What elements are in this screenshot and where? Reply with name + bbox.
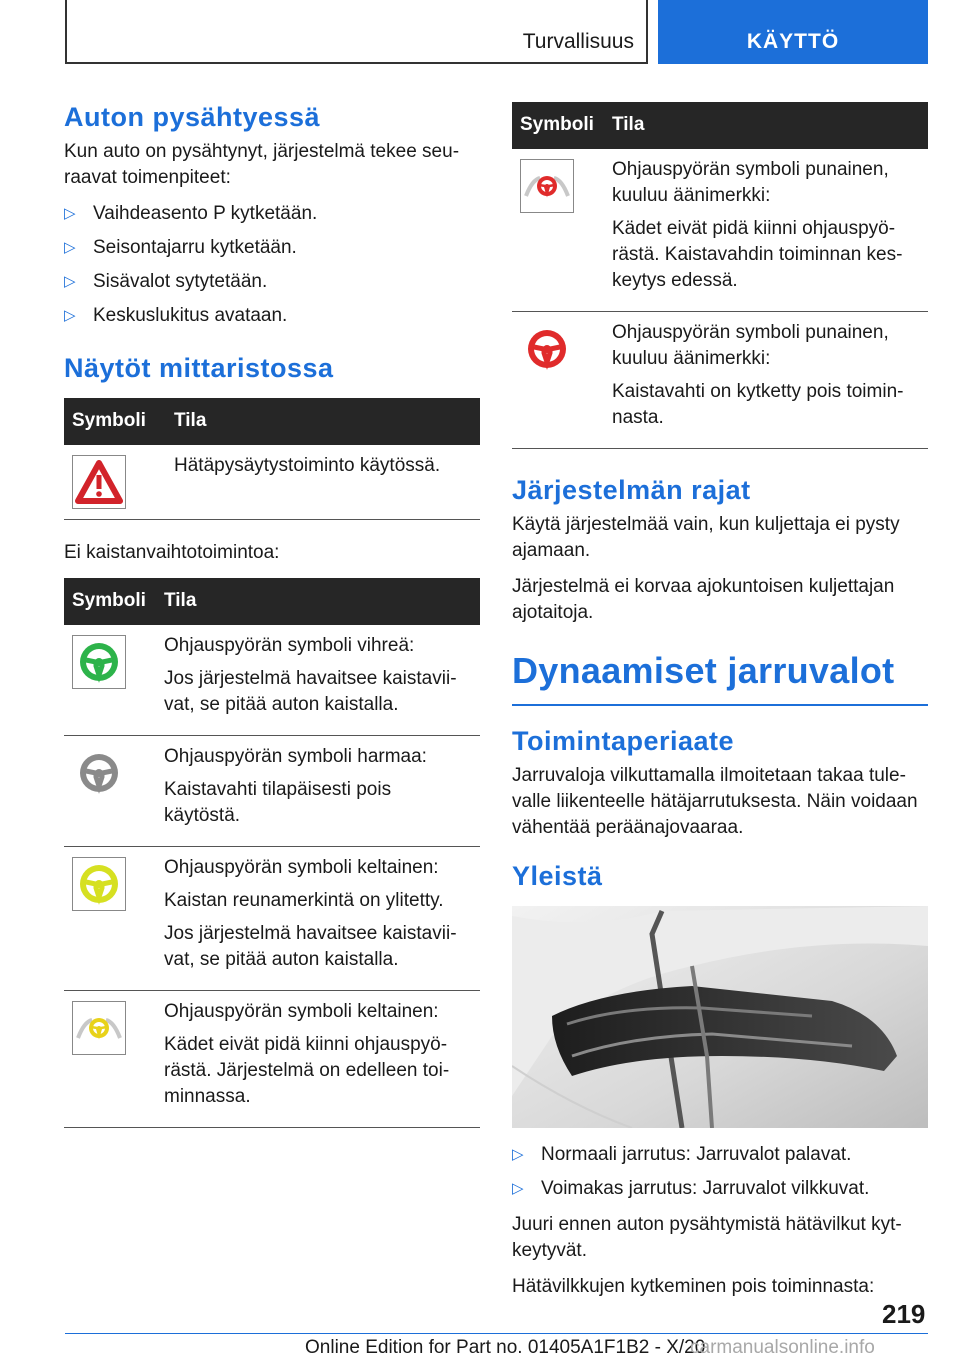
list-item: ▷ Voimakas jarrutus: Jarruvalot vilkkuvat. (512, 1176, 928, 1202)
list-item: ▷ Keskuslukitus avataan. (64, 303, 480, 329)
list-item: ▷ Sisävalot sytytetään. (64, 269, 480, 295)
table-row (64, 736, 480, 847)
emergency-symbol-table (64, 398, 480, 520)
triangle-bullet-icon: ▷ (512, 1146, 524, 1163)
warning-triangle-icon (72, 455, 126, 509)
table-cell-text: Kaistavahti on kytketty pois toiminnasta. (612, 381, 904, 428)
triangle-bullet-icon: ▷ (64, 205, 76, 222)
chapter-tab[interactable]: KÄYTTÖ (658, 0, 928, 64)
triangle-bullet-icon: ▷ (512, 1180, 524, 1197)
table-header-state: Tila (156, 578, 480, 625)
table-cell-text: Ohjauspyörän symboli harmaa: (164, 746, 427, 767)
limits-heading: Järjestelmän rajat (512, 475, 751, 505)
list-item: ▷ Normaali jarrutus: Jarruvalot palavat. (512, 1142, 928, 1168)
table-cell-text: Jos järjestelmä havaitsee kaistaviivat, se pitää auton kaistalla. (164, 668, 457, 715)
list-item: ▷ Seisontajarru kytketään. (64, 235, 480, 261)
table-cell-text: Kädet eivät pidä kiinni ohjauspyörästä. Järjestelmä on edelleen toiminnassa. (164, 1034, 450, 1107)
footer-rule (65, 1333, 928, 1334)
steering-wheel-yellow-hands-icon (72, 1001, 126, 1055)
table-cell-text: Ohjauspyörän symboli keltainen: (164, 857, 439, 878)
section-title: Turvallisuus (522, 30, 634, 53)
table-cell-text: Kaistavahti tilapäisesti pois käytöstä. (164, 779, 392, 826)
page-number: 219 (882, 1299, 926, 1329)
steering-wheel-green-icon (72, 635, 126, 689)
table-header-symbol: Symboli (512, 102, 604, 149)
table-cell-text: Hätäpysäytystoiminto käytössä. (174, 455, 441, 476)
steering-wheel-yellow-icon (72, 857, 126, 911)
general-list (512, 1142, 928, 1202)
watermark-text: carmanualsonline.info (690, 1337, 875, 1358)
table-row (64, 445, 480, 520)
table-cell-text: Ohjauspyörän symboli vihreä: (164, 635, 415, 656)
table-row (64, 991, 480, 1128)
table-header-symbol: Symboli (64, 578, 156, 625)
table-cell-text: Kaistan reunamerkintä on ylitetty. (164, 890, 444, 911)
table-row (512, 149, 928, 312)
table-cell-text: Kädet eivät pidä kiinni ohjauspyörästä. Kaistavahdin toiminnan keskeytys edessä. (612, 218, 903, 291)
table-header-symbol: Symboli (64, 398, 166, 445)
steering-wheel-red-icon (520, 322, 574, 376)
table-cell-text: Ohjauspyörän symboli punainen, kuuluu äänimerkki: (612, 159, 889, 206)
table-cell-text: Ohjauspyörän symboli punainen, kuuluu äänimerkki: (612, 322, 889, 369)
list-item: ▷ Vaihdeasento P kytketään. (64, 201, 480, 227)
limits-paragraph: Järjestelmä ei korvaa ajokuntoisen kuljettajan ajotaitoja. (512, 576, 895, 623)
displays-heading: Näytöt mittaristossa (64, 353, 334, 383)
right-column (512, 102, 928, 1310)
general-paragraph: Juuri ennen auton pysähtymistä hätävilkut kytkeytyvät. (512, 1214, 902, 1261)
heading-rule (512, 704, 928, 706)
table-row (64, 625, 480, 736)
edition-text: Online Edition for Part no. 01405A1F1B2 - X/20 (305, 1337, 706, 1358)
triangle-bullet-icon: ▷ (64, 307, 76, 324)
brake-light-photo (512, 906, 928, 1128)
general-paragraph: Hätävilkkujen kytkeminen pois toiminnasta: (512, 1276, 875, 1297)
steering-wheel-gray-icon (72, 746, 126, 800)
no-lane-change-text: Ei kaistanvaihtotoimintoa: (64, 542, 280, 563)
limits-paragraph: Käytä järjestelmää vain, kun kuljettaja ei pysty ajamaan. (512, 514, 900, 561)
lane-symbol-table (64, 578, 480, 1128)
left-column (64, 102, 480, 1140)
stop-heading: Auton pysähtyessä (64, 102, 321, 132)
triangle-bullet-icon: ▷ (64, 239, 76, 256)
general-heading: Yleistä (512, 861, 603, 891)
header-section-box (65, 0, 648, 64)
table-header-state: Tila (166, 398, 480, 445)
principle-text: Jarruvaloja vilkuttamalla ilmoitetaan takaa tulevalle liikenteelle hätäjarrutuksesta. Näin voidaan vähentää peräänajovaaraa. (512, 765, 918, 838)
stop-intro: Kun auto on pysähtynyt, järjestelmä tekee seuraavat toimenpiteet: (64, 141, 460, 188)
table-row (512, 312, 928, 449)
table-row (64, 847, 480, 991)
principle-heading: Toimintaperiaate (512, 726, 735, 756)
stop-list (64, 201, 480, 329)
steering-wheel-red-hands-icon (520, 159, 574, 213)
lane-symbol-table-continued (512, 102, 928, 449)
table-header-state: Tila (604, 102, 928, 149)
dynamic-brake-lights-heading: Dynaamiset jarruvalot (512, 650, 895, 691)
table-cell-text: Jos järjestelmä havaitsee kaistaviivat, se pitää auton kaistalla. (164, 923, 457, 970)
triangle-bullet-icon: ▷ (64, 273, 76, 290)
table-cell-text: Ohjauspyörän symboli keltainen: (164, 1001, 439, 1022)
